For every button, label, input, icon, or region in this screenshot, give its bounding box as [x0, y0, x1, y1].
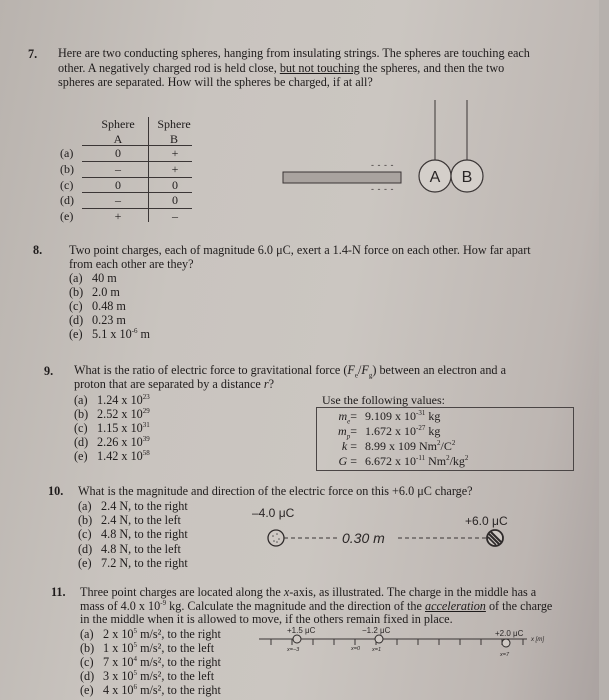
answer-option-c[interactable]: [78, 528, 188, 542]
option-text: 2.4 N, to the left: [101, 513, 181, 527]
header-text: Sphere: [157, 117, 191, 131]
option-text: 7 x 10: [103, 655, 134, 669]
option-text: 4 x 10: [103, 683, 134, 697]
answer-option-b[interactable]: [69, 286, 120, 300]
answer-option-c[interactable]: [69, 300, 126, 314]
answer-option-a[interactable]: [80, 628, 221, 642]
answer-option-b[interactable]: [74, 408, 150, 422]
answer-option-b[interactable]: [80, 642, 214, 656]
text-line: [58, 62, 578, 76]
option-label: (b): [78, 513, 93, 527]
equals: =: [347, 454, 357, 468]
key-text: k: [341, 439, 348, 453]
question-number: 9.: [44, 364, 54, 378]
option-label: (a): [78, 499, 92, 513]
text-line: [80, 600, 552, 614]
distance-label: 0.30 m: [342, 530, 385, 546]
charge-2-icon: [375, 635, 383, 643]
answer-option-e[interactable]: [69, 328, 150, 342]
text-span: kg. Calculate the magnitude and the direction of the: [166, 598, 425, 613]
header-sphere-a: [93, 117, 143, 147]
var-x: x: [283, 585, 290, 599]
option-label: (d): [69, 313, 84, 327]
pos-label-0: x=0: [351, 646, 361, 652]
constant-key: [317, 439, 357, 454]
pos-label-1: x=−3: [287, 647, 300, 653]
axis-label: x [m]: [531, 637, 544, 643]
header-text: Sphere: [101, 117, 135, 131]
exponent: -9: [160, 598, 167, 607]
answer-option-e[interactable]: [80, 684, 221, 698]
question-number: 8.: [33, 243, 43, 257]
key-text: m: [338, 424, 347, 438]
text-span: ?: [268, 376, 275, 391]
option-label: (a): [80, 627, 94, 641]
option-label: (b): [80, 641, 95, 655]
constants-title: Use the following values:: [322, 393, 445, 407]
exponent: 58: [142, 448, 150, 457]
unit: Nm: [425, 454, 447, 468]
question-text: [80, 586, 552, 627]
option-text: 0.48 m: [92, 299, 126, 313]
cell-sphere-b: +: [171, 162, 179, 176]
text-span: -axis, as illustrated. The charge in the middle has a: [289, 585, 537, 599]
option-text: 4.8 N, to the left: [101, 542, 181, 556]
option-text: 1.24 x 10: [97, 393, 143, 407]
page-edge: [599, 0, 609, 700]
cell-sphere-a: –: [115, 162, 121, 176]
option-label: (e): [74, 449, 88, 463]
exponent: 5: [133, 668, 138, 677]
right-charge-label: +6.0 μC: [465, 514, 508, 528]
mantissa: 9.109 x 10: [365, 409, 416, 423]
option-label: (c): [74, 421, 88, 435]
table-row: [60, 162, 179, 176]
exponent: -27: [416, 424, 426, 432]
question-number: 10.: [48, 484, 64, 498]
answer-option-a[interactable]: [69, 272, 117, 286]
subscript: p: [346, 432, 351, 441]
answer-option-a[interactable]: [78, 500, 188, 514]
row-label: (a): [60, 146, 74, 160]
unit: kg: [425, 424, 441, 438]
option-label: (c): [69, 299, 83, 313]
text-line: [74, 364, 506, 378]
exponent: -6: [131, 326, 138, 335]
exponent: 39: [142, 434, 150, 443]
negative-charge-icon: [268, 530, 284, 546]
charged-rod: [283, 172, 401, 183]
answer-option-b[interactable]: [78, 514, 181, 528]
option-label: (e): [78, 556, 92, 570]
subscript: e: [347, 417, 351, 426]
question-number: 7.: [28, 47, 38, 61]
answer-option-c[interactable]: [80, 656, 221, 670]
text-span: between an electron and a: [376, 363, 506, 377]
option-text: 2 x 10: [103, 627, 134, 641]
cell-sphere-a: 0: [115, 178, 121, 192]
charge-1-label: +1.5 μC: [287, 626, 316, 635]
table-row: [60, 146, 179, 160]
subscript: g: [368, 371, 373, 380]
exponent: 23: [142, 392, 150, 401]
option-label: (a): [69, 271, 83, 285]
left-charge-label: –4.0 μC: [252, 506, 295, 520]
cell-sphere-a: 0: [115, 146, 121, 160]
mantissa: 6.672 x 10: [365, 454, 416, 468]
exponent: 2: [451, 439, 456, 447]
text-span: proton that are separated by a distance: [74, 376, 264, 391]
option-text: 7.2 N, to the right: [101, 556, 188, 570]
spheres-rod-diagram: [250, 100, 510, 215]
emphasis-underline: but not touching: [279, 60, 360, 75]
option-text: 1.15 x 10: [97, 421, 143, 435]
option-label: (c): [78, 527, 92, 541]
question-text: What is the magnitude and direction of the electric force on this +6.0 μC charge?: [78, 484, 473, 498]
x-axis-charges-diagram: [255, 625, 545, 670]
option-label: (e): [69, 327, 83, 341]
option-text: 0.23 m: [92, 313, 126, 327]
answer-option-a[interactable]: [74, 394, 150, 408]
exponent: 5: [133, 640, 138, 649]
answer-option-d[interactable]: [69, 314, 126, 328]
table-row: [60, 209, 178, 223]
var-fe: F: [347, 363, 355, 377]
option-label: (d): [78, 542, 93, 556]
text-span: the spheres, and then the two: [359, 60, 505, 75]
option-text: 2.0 m: [92, 285, 120, 299]
cell-sphere-b: –: [172, 209, 178, 223]
exponent: 2: [446, 454, 450, 462]
option-text: 2.26 x 10: [97, 435, 143, 449]
option-text: m/s², to the right: [137, 683, 221, 697]
answer-option-e[interactable]: [78, 557, 188, 571]
two-charge-diagram: [250, 505, 520, 555]
cell-sphere-a: +: [114, 209, 122, 223]
option-text: 4.8 N, to the right: [101, 527, 188, 541]
exponent: 2: [437, 439, 441, 447]
text-span: of the charge: [485, 598, 553, 613]
cell-sphere-a: –: [115, 193, 121, 207]
header-text: A: [113, 132, 123, 146]
option-text: 40 m: [92, 271, 117, 285]
cell-sphere-b: 0: [172, 178, 178, 192]
exponent: 31: [142, 420, 150, 429]
text-span: What is the ratio of electric force to gravitational force: [74, 363, 344, 377]
question-text: [74, 364, 506, 391]
option-text: m/s², to the left: [137, 641, 215, 655]
option-text: 1.42 x 10: [97, 449, 143, 463]
text-line: Here are two conducting spheres, hanging from insulating strings. The spheres are touching each: [58, 46, 530, 60]
pos-label-2: x=1: [372, 647, 382, 653]
option-text: 2.52 x 10: [97, 407, 143, 421]
exponent: 6: [133, 682, 138, 691]
equals: =: [347, 439, 357, 453]
text-line: spheres are separated. How will the spheres be charged, if at all?: [58, 75, 373, 90]
row-label: (c): [60, 178, 74, 192]
constant-key: [317, 409, 357, 424]
constants-box: [316, 407, 574, 471]
var-fg: F: [361, 363, 369, 377]
option-text: m/s², to the right: [137, 655, 221, 669]
text-line: [80, 586, 552, 600]
text-span: Three point charges are located along the: [80, 585, 284, 599]
mantissa: 1.672 x 10: [365, 424, 416, 438]
unit: kg: [425, 409, 441, 423]
subscript: e: [354, 371, 358, 380]
answer-option-d[interactable]: [74, 436, 150, 450]
charge-3-icon: [502, 639, 510, 647]
var-r: r: [263, 376, 269, 391]
table-row: [60, 193, 178, 207]
mantissa: 8.99 x 109 Nm: [365, 439, 437, 453]
option-label: (b): [74, 407, 89, 421]
answer-option-c[interactable]: [74, 422, 150, 436]
constant-value: [365, 424, 440, 439]
constant-value: [365, 409, 440, 424]
answer-option-d[interactable]: [78, 543, 181, 557]
sphere-a-label: A: [429, 169, 441, 186]
row-label: (e): [60, 209, 74, 223]
exponent: -11: [416, 454, 426, 462]
option-text: m/s², to the left: [137, 669, 215, 683]
constant-value: [365, 454, 468, 469]
exponent: 29: [142, 406, 150, 415]
answer-option-d[interactable]: [80, 670, 214, 684]
exponent: -31: [416, 409, 426, 417]
row-label: (b): [60, 162, 74, 176]
pos-label-3: x=7: [500, 652, 510, 658]
option-label: (c): [80, 655, 94, 669]
unit: /C: [440, 439, 452, 453]
unit: /kg: [449, 454, 465, 468]
question-text: [58, 47, 578, 90]
option-unit: m: [137, 327, 151, 341]
option-text: m/s², to the right: [137, 627, 221, 641]
table-row: [60, 178, 178, 192]
key-text: m: [338, 409, 348, 423]
constant-value: [365, 439, 455, 454]
question-text: [69, 244, 531, 271]
constant-key: [317, 454, 357, 469]
option-text: 1 x 10: [103, 641, 134, 655]
exponent: 4: [133, 654, 138, 663]
text-line: [74, 378, 506, 392]
axis-ticks: [271, 639, 523, 645]
header-text: B: [169, 132, 178, 146]
text-span: other. A negatively charged rod is held close,: [58, 60, 280, 75]
exponent: 5: [133, 626, 138, 635]
option-label: (d): [80, 669, 95, 683]
force-ratio: $(F_e/F_g)$: [343, 363, 377, 380]
row-label: (d): [60, 193, 74, 207]
charge-1-icon: [293, 635, 301, 643]
equals: =: [350, 409, 357, 423]
charge-2-label: −1.2 μC: [362, 626, 391, 635]
exponent: 2: [464, 454, 469, 462]
answer-option-e[interactable]: [74, 450, 150, 464]
rod-charge-top: - - - -: [371, 160, 394, 170]
option-text: 2.4 N, to the right: [101, 499, 188, 513]
option-label: (d): [74, 435, 89, 449]
rod-charge-bottom: - - - -: [371, 184, 394, 194]
text-line: from each other are they?: [69, 256, 194, 271]
sphere-b-label: B: [461, 169, 473, 186]
key-text: G: [338, 454, 348, 468]
cell-sphere-b: +: [171, 146, 179, 160]
question-number: 11.: [51, 585, 66, 599]
option-label: (e): [80, 683, 94, 697]
option-label: (b): [69, 285, 84, 299]
emphasis-underline: acceleration: [424, 598, 486, 613]
equals: =: [350, 424, 357, 438]
positive-charge-icon: [487, 530, 503, 546]
text-span: mass of 4.0 x 10: [80, 598, 161, 613]
header-sphere-b: [150, 117, 198, 147]
constant-key: [317, 424, 357, 439]
option-text: 5.1 x 10: [92, 327, 132, 341]
cell-sphere-b: 0: [172, 193, 178, 207]
option-label: (a): [74, 393, 88, 407]
charge-3-label: +2.0 μC: [495, 629, 524, 638]
text-line: Two point charges, each of magnitude 6.0 μC, exert a 1.4-N force on each other. How far apart: [69, 243, 531, 257]
text-line: in the middle when it is allowed to move, if the others remain fixed in place.: [80, 612, 453, 627]
option-text: 3 x 10: [103, 669, 134, 683]
